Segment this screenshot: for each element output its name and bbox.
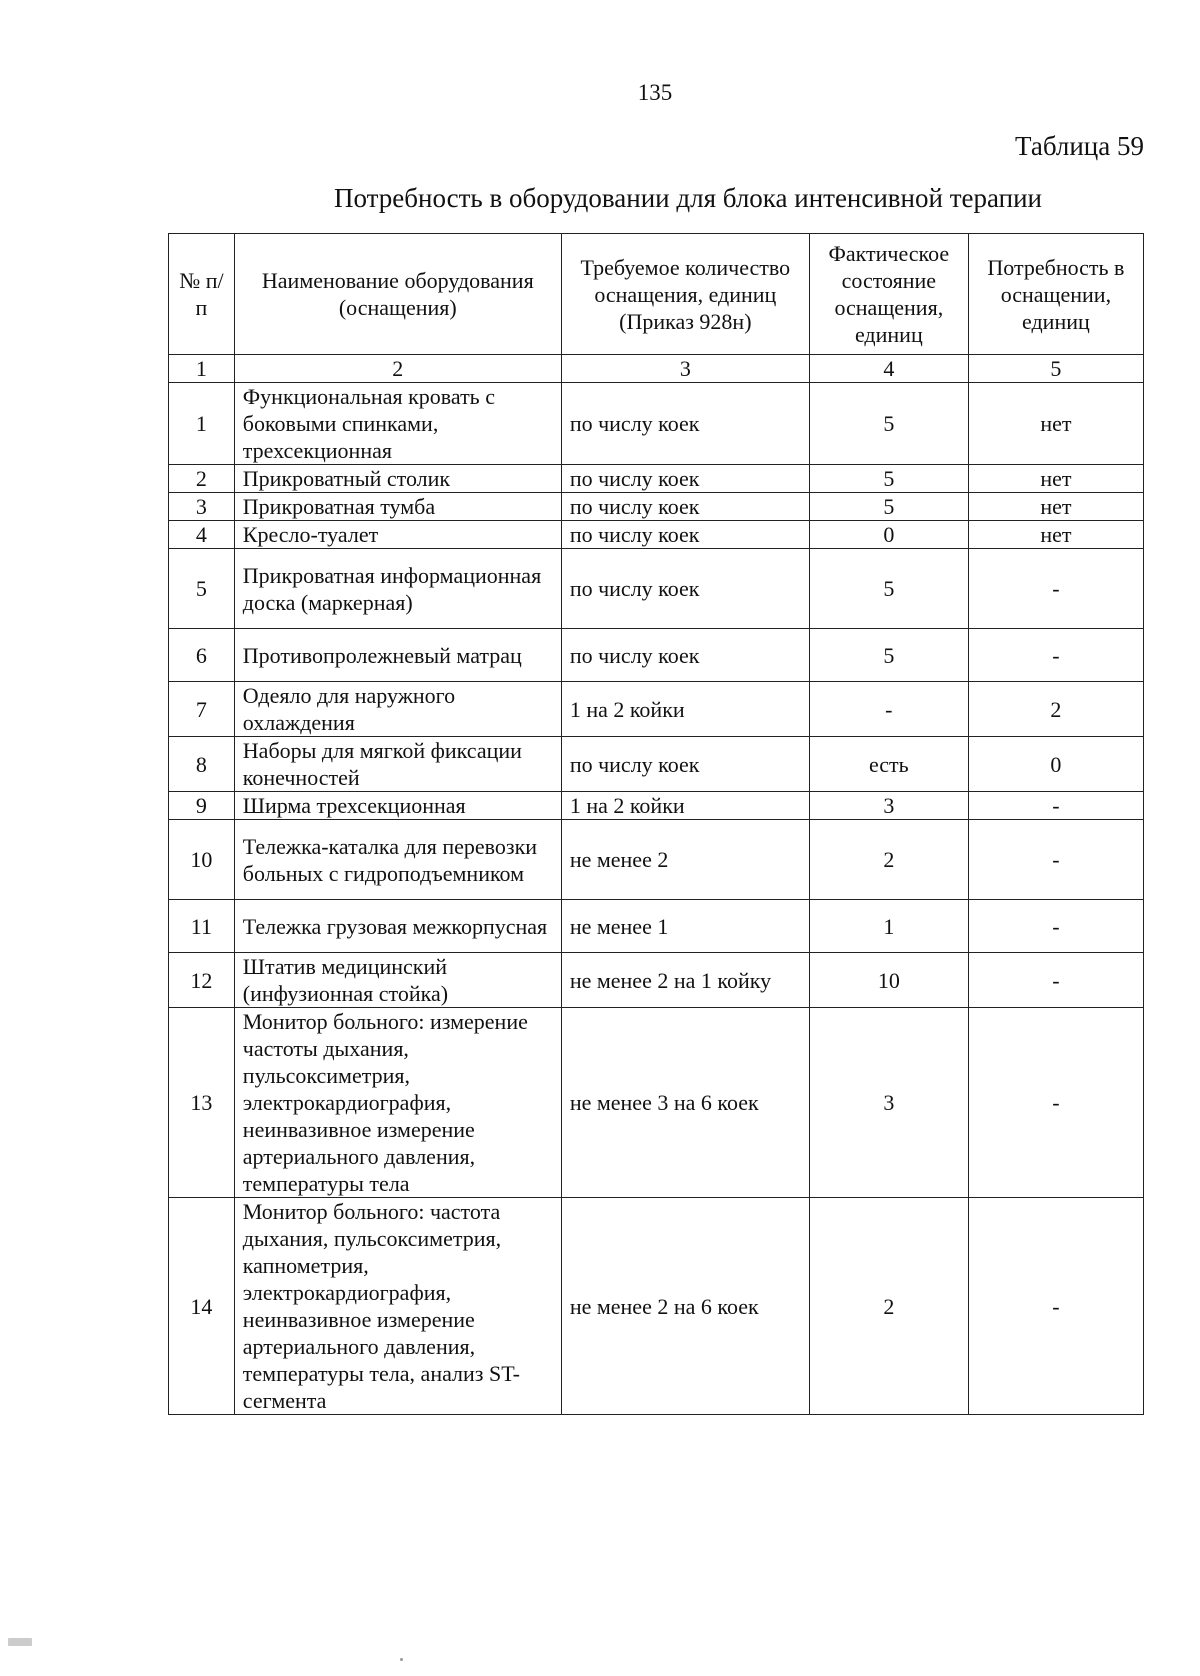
equipment-need: 0 [968,737,1143,792]
actual-state: - [809,682,968,737]
column-number: 5 [968,355,1143,383]
equipment-name: Монитор больного: измерение частоты дыхания, пульсоксиметрия, электрокардиография, неинвазивное измерение артериального давления, температуры тела [234,1008,561,1198]
actual-state: 5 [809,493,968,521]
actual-state: 5 [809,549,968,629]
equipment-name: Прикроватный столик [234,465,561,493]
table-label: Таблица 59 [1015,131,1144,161]
equipment-need: нет [968,465,1143,493]
equipment-name: Тележка-каталка для перевозки больных с гидроподъемником [234,820,561,900]
required-quantity: по числу коек [561,737,809,792]
column-number: 3 [561,355,809,383]
row-number: 8 [169,737,235,792]
actual-state: 10 [809,953,968,1008]
header-actual: Фактическое состояние оснащения, единиц [809,234,968,355]
table-row [169,792,1144,820]
equipment-name: Прикроватная тумба [234,493,561,521]
equipment-need: - [968,900,1143,953]
row-number: 13 [169,1008,235,1198]
table-row [169,737,1144,792]
equipment-name: Наборы для мягкой фиксации конечностей [234,737,561,792]
required-quantity: не менее 2 на 1 койку [561,953,809,1008]
row-number: 9 [169,792,235,820]
row-number: 12 [169,953,235,1008]
equipment-name: Функциональная кровать с боковыми спинками, трехсекционная [234,383,561,465]
row-number: 11 [169,900,235,953]
actual-state: 5 [809,629,968,682]
row-number: 5 [169,549,235,629]
equipment-need: нет [968,383,1143,465]
equipment-name: Тележка грузовая межкорпусная [234,900,561,953]
required-quantity: по числу коек [561,521,809,549]
equipment-name: Монитор больного: частота дыхания, пульсоксиметрия, капнометрия, электрокардиография, неинвазивное измерение артериального давления, температуры тела, анализ ST-сегмента [234,1198,561,1415]
required-quantity: не менее 1 [561,900,809,953]
column-number: 2 [234,355,561,383]
equipment-name: Ширма трехсекционная [234,792,561,820]
header-need: Потребность в оснащении, единиц [968,234,1143,355]
header-required: Требуемое количество оснащения, единиц (Приказ 928н) [561,234,809,355]
required-quantity: по числу коек [561,549,809,629]
equipment-need: нет [968,493,1143,521]
row-number: 1 [169,383,235,465]
actual-state: 5 [809,465,968,493]
actual-state: 2 [809,1198,968,1415]
actual-state: 1 [809,900,968,953]
equipment-name: Кресло-туалет [234,521,561,549]
row-number: 2 [169,465,235,493]
row-number: 14 [169,1198,235,1415]
equipment-need: 2 [968,682,1143,737]
column-number-row [169,355,1144,383]
table-row [169,493,1144,521]
actual-state: 0 [809,521,968,549]
actual-state: 5 [809,383,968,465]
actual-state: 2 [809,820,968,900]
table-row [169,521,1144,549]
equipment-name: Прикроватная информационная доска (маркерная) [234,549,561,629]
row-number: 10 [169,820,235,900]
table-row [169,629,1144,682]
table-row [169,1008,1144,1198]
table-row [169,682,1144,737]
equipment-need: - [968,629,1143,682]
required-quantity: не менее 2 [561,820,809,900]
scan-speck [8,1638,32,1646]
row-number: 6 [169,629,235,682]
column-number: 4 [809,355,968,383]
header-row [169,234,1144,355]
required-quantity: 1 на 2 койки [561,792,809,820]
row-number: 3 [169,493,235,521]
equipment-name: Штатив медицинский (инфузионная стойка) [234,953,561,1008]
table-row [169,549,1144,629]
actual-state: 3 [809,1008,968,1198]
equipment-name: Одеяло для наружного охлаждения [234,682,561,737]
row-number: 7 [169,682,235,737]
equipment-need: нет [968,521,1143,549]
equipment-table [168,233,1144,1415]
equipment-need: - [968,953,1143,1008]
table-row [169,383,1144,465]
equipment-need: - [968,820,1143,900]
equipment-name: Противопролежневый матрац [234,629,561,682]
equipment-need: - [968,549,1143,629]
page-number: 135 [637,80,673,105]
table-row [169,820,1144,900]
table-row [169,465,1144,493]
equipment-need: - [968,1008,1143,1198]
required-quantity: по числу коек [561,629,809,682]
equipment-need: - [968,1198,1143,1415]
header-name: Наименование оборудования (оснащения) [234,234,561,355]
required-quantity: по числу коек [561,493,809,521]
table-row [169,900,1144,953]
required-quantity: не менее 3 на 6 коек [561,1008,809,1198]
required-quantity: по числу коек [561,383,809,465]
column-number: 1 [169,355,235,383]
actual-state: 3 [809,792,968,820]
required-quantity: по числу коек [561,465,809,493]
equipment-need: - [968,792,1143,820]
table-caption: Потребность в оборудовании для блока интенсивной терапии [334,183,1042,213]
header-num: № п/п [169,234,235,355]
scan-speck [400,1658,403,1661]
table-row [169,953,1144,1008]
actual-state: есть [809,737,968,792]
required-quantity: 1 на 2 койки [561,682,809,737]
required-quantity: не менее 2 на 6 коек [561,1198,809,1415]
table-row [169,1198,1144,1415]
row-number: 4 [169,521,235,549]
